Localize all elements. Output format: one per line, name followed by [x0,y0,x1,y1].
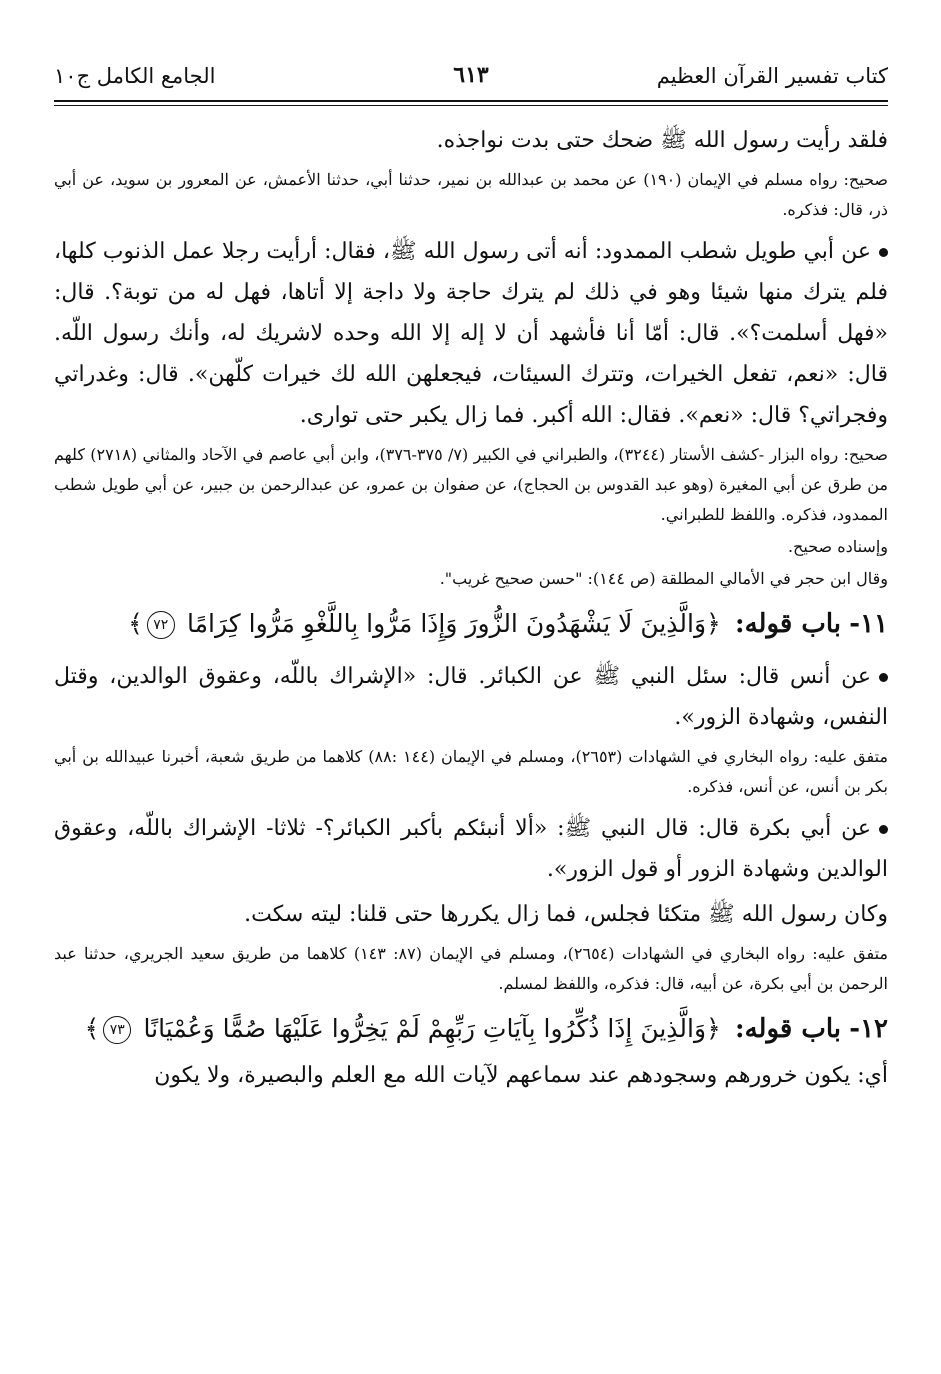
verse-number-icon: ٧٢ [147,611,175,639]
grading-note: وقال ابن حجر في الأمالي المطلقة (ص ١٤٤): "حسن صحيح غريب". [439,569,888,588]
bullet-icon [879,825,888,834]
verse-close-bracket: ﴾ [128,609,143,638]
hadith-text [54,231,888,436]
hadith-text: وكان رسول الله ﷺ متكئا فجلس، فما زال يكررها حتى قلنا: ليته سكت. [244,902,888,927]
chapter-number: ١٢- [849,1014,888,1044]
hadith-text: فلقد رأيت رسول الله ﷺ ضحك حتى بدت نواجذه. [436,128,888,153]
hadith-body: عن أنس قال: سئل النبي ﷺ عن الكبائر. قال: «الإشراك باللّه، وعقوق الوالدين، وقتل النفس، وشهادة الزور». [54,664,888,730]
hadith-body: عن أبي بكرة قال: قال النبي ﷺ: «ألا أنبئكم بأكبر الكبائر؟- ثلاثا- الإشراك باللّه، وعقوق الوالدين وشهادة الزور أو قول الزور». [54,816,888,882]
bullet-icon [879,673,888,682]
commentary-text: أي: يكون خرورهم وسجودهم عند سماعهم لآيات الله مع العلم والبصيرة، ولا يكون [154,1063,888,1088]
page-content [54,120,888,1096]
chapter-number: ١١- [849,609,888,639]
verse-close-bracket: ﴾ [84,1014,100,1043]
quran-verse: ﴿وَالَّذِينَ لَا يَشْهَدُونَ الزُّورَ وَإِذَا مَرُّوا بِاللَّغْوِ مَرُّوا كِرَامًا [187,609,721,638]
isnad-note: وإسناده صحيح. [787,537,888,556]
chapter-label: باب قوله: [734,1014,841,1044]
book-title: كتاب تفسير القرآن العظيم [656,64,888,88]
book-page [54,58,888,1096]
hadith-text [54,656,888,738]
takhrij-note: صحيح: رواه البزار -كشف الأستار (٣٢٤٤)، والطبراني في الكبير (٧/ ٣٧٥-٣٧٦)، وابن أبي عاصم في الآحاد والمثاني (٢٧١٨) كلهم من طرق عن أبي المغيرة (وهو عبد القدوس بن الحجاج)، عن صفوان بن عمرو، عن عبدالرحمن بن جبير، عن أبي طويل شطب الممدود، فذكره. واللفظ للطبراني. [54,445,889,524]
page-header [54,58,888,98]
chapter-label: باب قوله: [734,609,841,639]
verse-number-icon: ٧٣ [103,1016,131,1044]
takhrij-note: متفق عليه: رواه البخاري في الشهادات (٢٦٥٤)، ومسلم في الإيمان (٨٧: ١٤٣) كلاهما من طريق سعيد الجريري، حدثنا عبد الرحمن بن أبي بكرة، عن أبيه، قال: فذكره، واللفظ لمسلم. [54,944,888,993]
header-rule-thin [54,105,888,106]
chapter-heading-12 [54,1003,888,1055]
takhrij-note: متفق عليه: رواه البخاري في الشهادات (٢٦٥٣)، ومسلم في الإيمان (١٤٤ :٨٨) كلاهما من طريق شعبة، أخبرنا عبيدالله بن أبي بكر بن أنس، عن أنس، فذكره. [54,747,888,796]
page-number: ٦١٣ [453,62,489,88]
hadith-body: عن أبي طويل شطب الممدود: أنه أتى رسول الله ﷺ، فقال: أرأيت رجلا عمل الذنوب كلها، فلم يترك منها شيئا وهو في ذلك لم يترك حاجة ولا داجة إلا أتاها، فهل له من توبة؟. قال: «فهل أسلمت؟». قال: أمّا أنا فأشهد أن لا إله إلا الله وحده لاشريك له، وأنك رسول اللّه. قال: «نعم، تفعل الخيرات، وتترك السيئات، فيجعلهن الله لك خيرات كلّهن». قال: وغدراتي وفجراتي؟ قال: «نعم». فقال: الله أكبر. فما زال يكبر حتى توارى. [54,239,888,428]
bullet-icon [879,248,888,257]
quran-verse: ﴿وَالَّذِينَ إِذَا ذُكِّرُوا بِآيَاتِ رَبِّهِمْ لَمْ يَخِرُّوا عَلَيْهَا صُمًّا وَعُمْيَانًا [143,1014,721,1043]
header-rule-thick [54,100,888,102]
volume-title: الجامع الكامل ج١٠ [54,64,216,88]
takhrij-note: صحيح: رواه مسلم في الإيمان (١٩٠) عن محمد بن عبدالله بن نمير، حدثنا أبي، حدثنا الأعمش، عن المعرور بن سويد، عن أبي ذر، قال: فذكره. [54,170,888,219]
chapter-heading-11 [54,598,888,650]
hadith-text [54,808,888,890]
